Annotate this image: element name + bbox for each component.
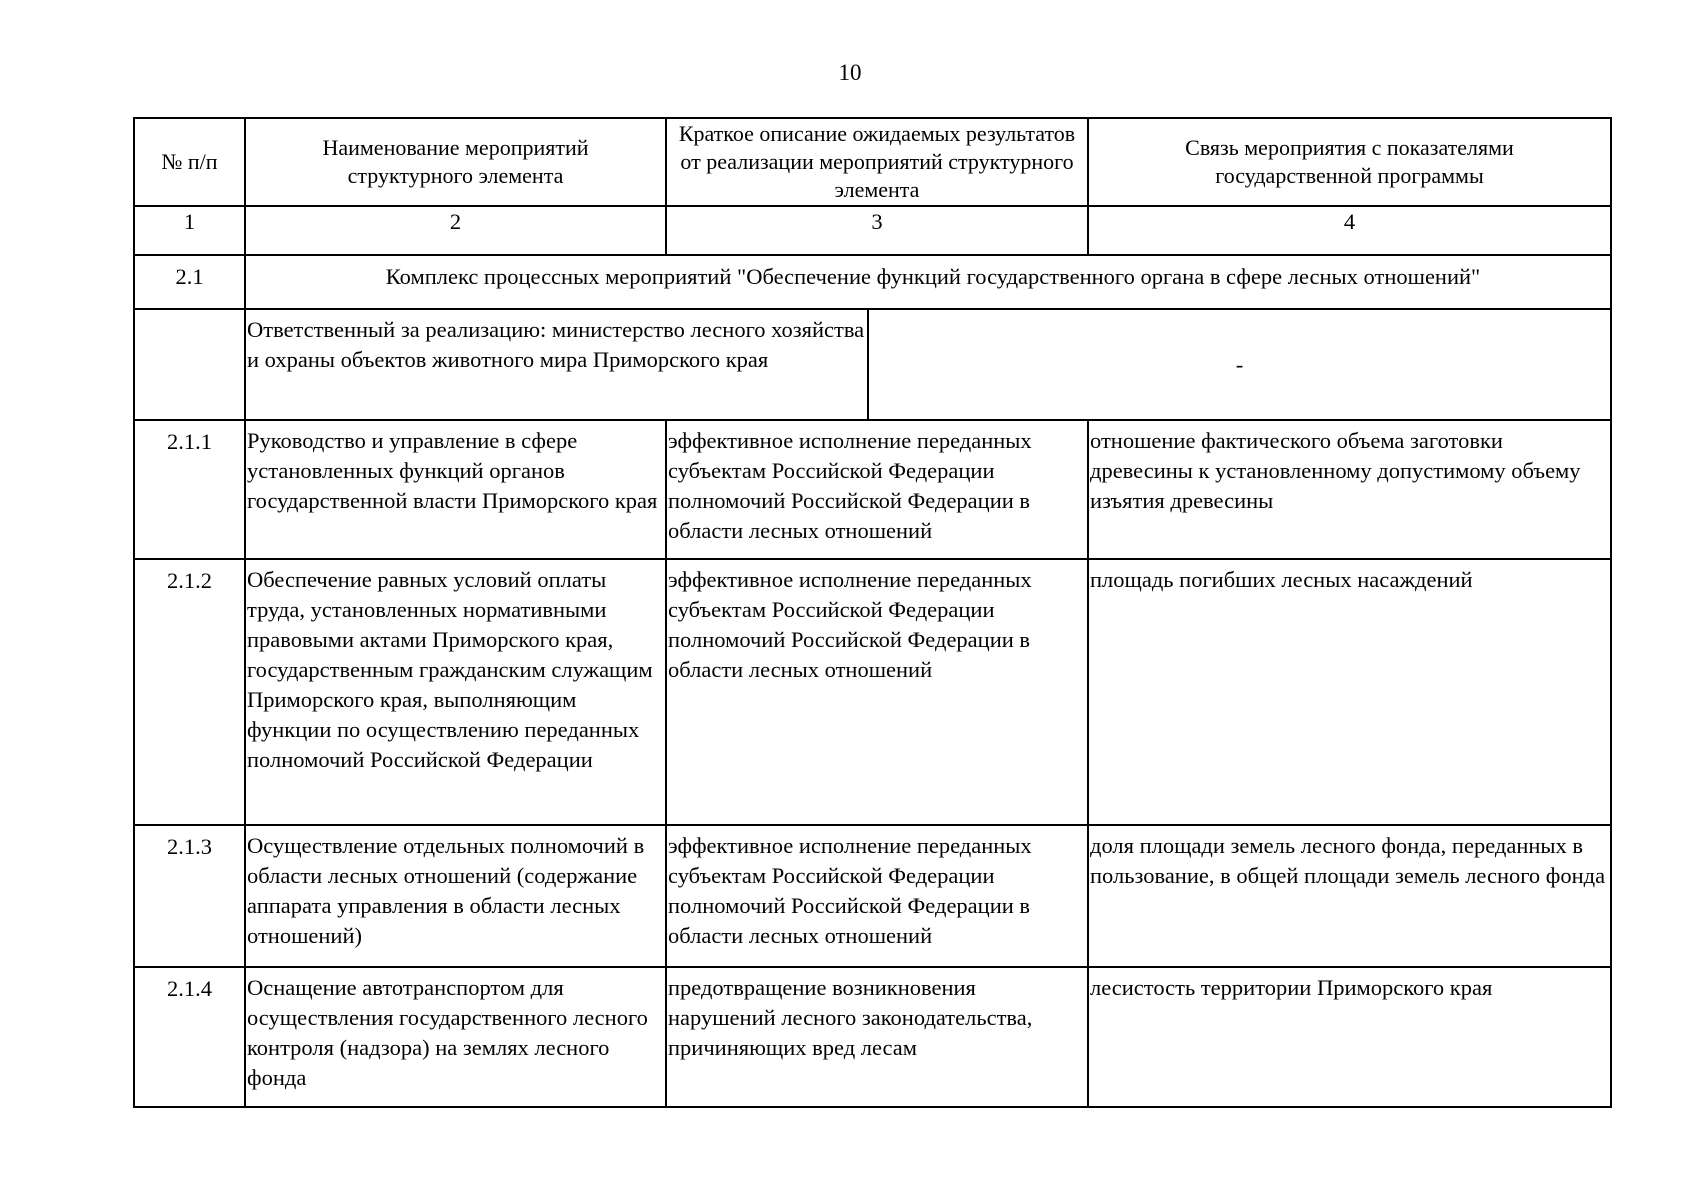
header-indicators: Связь мероприятия с показателями государственной программы: [1088, 118, 1611, 206]
empty-cell: [134, 309, 245, 420]
responsible-value: -: [1235, 351, 1244, 377]
responsible-inner: [246, 310, 1610, 419]
row-name: Оснащение автотранспортом для осуществления государственного лесного контроля (надзора) на землях лесного фонда: [245, 967, 666, 1107]
table-row: [134, 420, 1611, 559]
row-number: 2.1.2: [134, 559, 245, 825]
table-row: [134, 967, 1611, 1107]
column-number: 4: [1088, 206, 1611, 255]
responsible-row: [134, 309, 1611, 420]
row-indicator: лесистость территории Приморского края: [1088, 967, 1611, 1107]
column-numbers-row: [134, 206, 1611, 255]
table-row: [134, 559, 1611, 825]
row-name: Обеспечение равных условий оплаты труда, установленных нормативными правовыми актами Приморского края, государственным гражданским служащим Приморского края, выполняющим функции по осуществлению переданных полномочий Российской Федерации: [245, 559, 666, 825]
measures-table: [133, 117, 1612, 1108]
row-result: эффективное исполнение переданных субъектам Российской Федерации полномочий Российской Федерации в области лесных отношений: [666, 825, 1088, 967]
row-name: Осуществление отдельных полномочий в области лесных отношений (содержание аппарата управления в области лесных отношений): [245, 825, 666, 967]
header-name: Наименование мероприятий структурного элемента: [245, 118, 666, 206]
row-number: 2.1.1: [134, 420, 245, 559]
column-number: 3: [666, 206, 1088, 255]
responsible-text: [246, 310, 868, 419]
row-result: эффективное исполнение переданных субъектам Российской Федерации полномочий Российской Федерации в области лесных отношений: [666, 559, 1088, 825]
column-number: 1: [134, 206, 245, 255]
row-result: эффективное исполнение переданных субъектам Российской Федерации полномочий Российской Федерации в области лесных отношений: [666, 420, 1088, 559]
responsible-label: Ответственный за реализацию: министерство лесного хозяйства и охраны объектов животного мира Приморского края: [247, 317, 865, 372]
responsible-cell: [245, 309, 1611, 420]
table-header-row: [134, 118, 1611, 206]
row-indicator: площадь погибших лесных насаждений: [1088, 559, 1611, 825]
section-title: Комплекс процессных мероприятий "Обеспечение функций государственного органа в сфере лесных отношений": [245, 255, 1611, 309]
header-description: Краткое описание ожидаемых результатов от реализации мероприятий структурного элемента: [666, 118, 1088, 206]
row-number: 2.1.3: [134, 825, 245, 967]
row-name: Руководство и управление в сфере установленных функций органов государственной власти Приморского края: [245, 420, 666, 559]
section-row: [134, 255, 1611, 309]
section-number: 2.1: [134, 255, 245, 309]
page-number: 10: [838, 60, 862, 85]
row-number: 2.1.4: [134, 967, 245, 1107]
row-indicator: отношение фактического объема заготовки древесины к установленному допустимому объему изъятия древесины: [1088, 420, 1611, 559]
column-number: 2: [245, 206, 666, 255]
table-row: [134, 825, 1611, 967]
header-number: № п/п: [134, 118, 245, 206]
row-result: предотвращение возникновения нарушений лесного законодательства, причиняющих вред лесам: [666, 967, 1088, 1107]
row-indicator: доля площади земель лесного фонда, переданных в пользование, в общей площади земель лесного фонда: [1088, 825, 1611, 967]
